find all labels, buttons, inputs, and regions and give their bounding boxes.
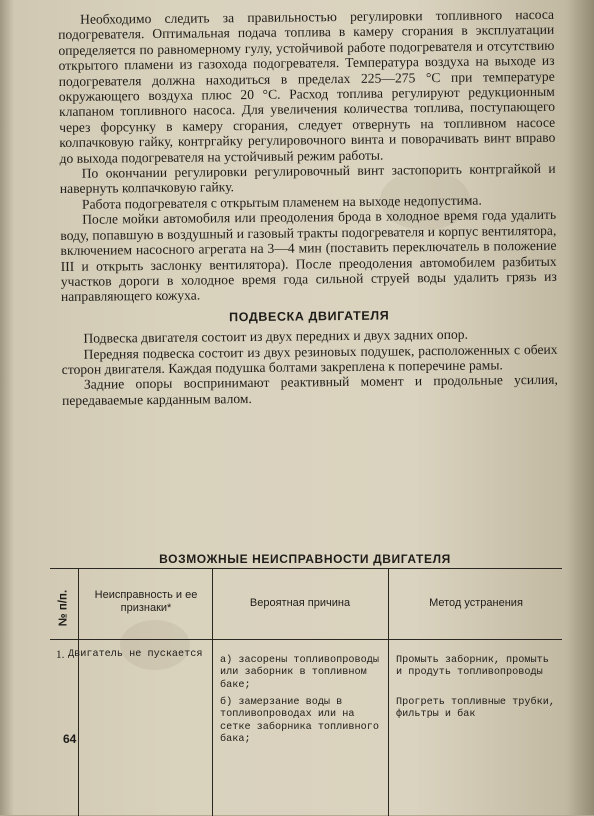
header-symptom: Неисправность и ее признаки* <box>94 589 198 614</box>
paragraph: После мойки автомобиля или преодоления брода в холодное время года удалить воду, попавшую в воздушный и газовый тракты подогревателя и корпус вентилятора, включением насосного агрегата на 3—4 мин (поставить переключатель в положение III и открыть заслонку вентилятора). После преодоления автомобилем разбитых участков дороги в холодное время года сильной струей воды удалить грязь из направляющего кожуха. <box>60 207 557 305</box>
table-title: ВОЗМОЖНЫЕ НЕИСПРАВНОСТИ ДВИГАТЕЛЯ <box>159 552 451 566</box>
row-cause-b: б) замерзание воды в топливопроводах или на сетке заборника топливного бака; <box>220 697 379 746</box>
paragraph: По окончании регулировки регулировочный винт застопорить контргайкой и навернуть колпачковую гайку. <box>59 160 556 197</box>
table-header-rule <box>50 639 562 640</box>
section-heading: ПОДВЕСКА ДВИГАТЕЛЯ <box>229 308 390 324</box>
row-cause-a: а) засорены топливопроводы или заборник в топливном баке; <box>220 655 379 691</box>
page-edge-shadow <box>566 0 594 815</box>
page-number: 64 <box>63 732 77 746</box>
table-column-divider <box>388 569 389 816</box>
table-column-divider <box>78 569 79 816</box>
header-cause: Вероятная причина <box>249 597 351 609</box>
paragraph: Необходимо следить за правильностью регулировки топливного насоса подогревателя. Оптимальная подача топлива в камеру сгорания в эксплуатации определяется по равномерному гулу, устойчивой работе подогревателя и отсутствию открытого пламени из газохода подогревателя. Температура воздуха на выходе из подогревателя должна находиться в пределах 225—275 °С при температуре окружающего воздуха плюс 20 °С. Расход топлива регулируют редукционным клапаном топливного насоса. Для увеличения количества топлива, поступающего через форсунку в камеру сгорания, следует отвернуть на топливном насосе колпачковую гайку, контргайку регулировочного винта и поворачивать винт вправо до выхода подогревателя на устойчивый режим работы. <box>58 6 556 166</box>
paragraph: Подвеска двигателя состоит из двух передних и двух задних опор. <box>83 326 469 346</box>
row-remedy-a: Промыть заборник, промыть и продуть топливопроводы <box>396 655 549 679</box>
paragraph: Передняя подвеска состоит из двух резиновых подушек, расположенных с обеих сторон двигателя. Каждая подушка болтами закреплена к поперечине рамы. <box>61 341 558 377</box>
header-number-label: № п/п. <box>57 589 70 627</box>
row-remedy-b: Прогреть топливные трубки, фильтры и бак <box>396 697 555 721</box>
table-column-divider <box>212 569 213 816</box>
header-number <box>50 581 78 635</box>
paragraph: Работа подогревателя с открытым пламенем на выходе недопустима. <box>81 192 482 212</box>
row-number: 1. <box>56 649 65 661</box>
row-symptom: Двигатель не пускается <box>68 649 203 660</box>
page-gutter-shadow <box>0 0 14 815</box>
paragraph: Задние опоры воспринимают реактивный момент и продольные усилия, передаваемые карданным валом. <box>61 372 558 408</box>
body-text <box>58 7 558 408</box>
header-remedy: Метод устранения <box>429 597 523 609</box>
malfunctions-table <box>50 568 562 816</box>
